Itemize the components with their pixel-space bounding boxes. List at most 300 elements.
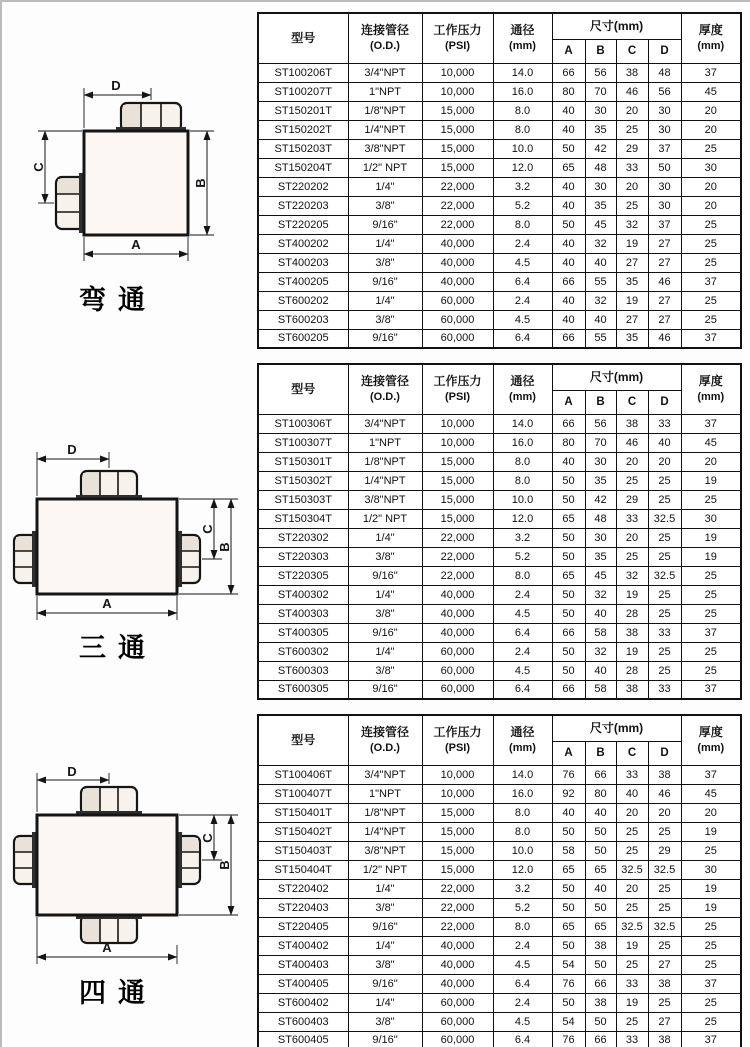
cell-bore: 6.4 [493,329,552,348]
section-cross [2,714,750,1047]
table-row [258,509,741,528]
table-row [258,860,741,879]
cell-dim-a: 66 [552,272,585,291]
cell-bore: 8.0 [493,822,552,841]
table-row [258,803,741,822]
table-row [258,917,741,936]
cell-bore: 2.4 [493,936,552,955]
cell-thickness: 25 [681,234,741,253]
cross-table-body [258,765,741,1047]
cell-bore: 5.2 [493,196,552,215]
tee-table-body [258,414,741,699]
cell-bore: 14.0 [493,765,552,784]
cell-dim-a: 80 [552,433,585,452]
cell-dim-a: 65 [552,566,585,585]
cell-bore: 6.4 [493,1031,552,1047]
cell-thickness: 25 [681,566,741,585]
col-size-c: C [616,741,648,765]
cell-bore: 2.4 [493,234,552,253]
cell-bore: 6.4 [493,974,552,993]
cell-dim-a: 50 [552,490,585,509]
tee-body [37,499,177,594]
cell-dim-d: 50 [648,158,681,177]
cell-model: ST600402 [258,993,348,1012]
cell-dim-c: 27 [616,310,648,329]
cell-pressure: 40,000 [422,585,493,604]
cell-thickness: 25 [681,993,741,1012]
cell-model: ST400203 [258,253,348,272]
cell-thickness: 19 [681,898,741,917]
cell-dim-b: 80 [585,784,616,803]
right-port-nut-icon [177,832,200,888]
cell-od: 1/4" [348,879,422,898]
cell-dim-d: 25 [648,490,681,509]
cell-model: ST150301T [258,452,348,471]
cell-dim-b: 35 [585,120,616,139]
cell-dim-c: 25 [616,471,648,490]
cell-od: 1/8"NPT [348,101,422,120]
cell-model: ST100206T [258,63,348,82]
cell-dim-a: 65 [552,509,585,528]
cell-pressure: 10,000 [422,414,493,433]
cell-thickness: 25 [681,291,741,310]
cell-od: 1/4"NPT [348,120,422,139]
col-size-b: B [585,39,616,63]
cell-dim-d: 25 [648,879,681,898]
cell-dim-c: 25 [616,1012,648,1031]
cell-od: 3/4"NPT [348,63,422,82]
table-row [258,433,741,452]
cell-thickness: 19 [681,528,741,547]
table-row [258,841,741,860]
cell-dim-b: 38 [585,936,616,955]
cell-thickness: 25 [681,642,741,661]
cell-model: ST220403 [258,898,348,917]
cell-dim-b: 40 [585,310,616,329]
cell-bore: 3.2 [493,879,552,898]
col-size: 尺寸(mm) [552,364,681,390]
cell-dim-c: 32.5 [616,860,648,879]
cell-pressure: 15,000 [422,860,493,879]
tee-caption: 三通 [79,633,157,663]
cell-dim-c: 25 [616,898,648,917]
cell-dim-c: 28 [616,604,648,623]
table-row [258,452,741,471]
table-row [258,1012,741,1031]
cell-thickness: 20 [681,196,741,215]
dim-label-d: D [67,764,77,779]
table-row [258,898,741,917]
cell-od: 9/16" [348,680,422,699]
cell-od: 1/4"NPT [348,471,422,490]
cell-thickness: 25 [681,490,741,509]
cell-dim-b: 70 [585,433,616,452]
cell-bore: 14.0 [493,414,552,433]
table-header [258,715,741,765]
cell-pressure: 15,000 [422,139,493,158]
cell-bore: 6.4 [493,272,552,291]
table-row [258,120,741,139]
cell-dim-a: 40 [552,234,585,253]
cell-model: ST220202 [258,177,348,196]
cross-body [37,815,177,915]
cell-dim-c: 19 [616,993,648,1012]
cell-pressure: 22,000 [422,566,493,585]
cell-dim-d: 33 [648,414,681,433]
elbow-spec-table [257,12,742,349]
cell-dim-a: 50 [552,215,585,234]
cell-dim-c: 19 [616,936,648,955]
cell-dim-c: 20 [616,879,648,898]
cell-model: ST220303 [258,547,348,566]
cell-dim-a: 76 [552,765,585,784]
cell-thickness: 20 [681,177,741,196]
cell-od: 1/4" [348,291,422,310]
col-bore: 通径 (mm) [493,715,552,765]
cell-thickness: 30 [681,860,741,879]
cell-model: ST150204T [258,158,348,177]
cell-model: ST150202T [258,120,348,139]
left-port-nut-icon [14,531,37,587]
dim-label-d: D [67,442,77,457]
cell-bore: 5.2 [493,898,552,917]
cell-dim-a: 50 [552,139,585,158]
cell-bore: 3.2 [493,177,552,196]
table-row [258,177,741,196]
cell-thickness: 25 [681,917,741,936]
cell-bore: 2.4 [493,291,552,310]
cell-thickness: 25 [681,1012,741,1031]
right-port-nut-icon [177,531,200,587]
col-pressure: 工作压力 (PSI) [422,364,493,414]
col-thickness: 厚度 (mm) [681,13,741,63]
cell-dim-b: 50 [585,955,616,974]
cell-dim-c: 25 [616,547,648,566]
cell-pressure: 22,000 [422,879,493,898]
cell-dim-c: 29 [616,490,648,509]
cell-thickness: 37 [681,1031,741,1047]
cell-bore: 14.0 [493,63,552,82]
cell-dim-a: 40 [552,803,585,822]
table-row [258,63,741,82]
top-port-nut-icon [76,787,142,816]
cell-bore: 8.0 [493,120,552,139]
dim-label-c: C [200,524,215,534]
cell-dim-d: 27 [648,291,681,310]
cell-dim-a: 40 [552,253,585,272]
cell-thickness: 25 [681,841,741,860]
cell-dim-c: 32 [616,566,648,585]
cell-dim-b: 42 [585,139,616,158]
table-row [258,936,741,955]
cell-thickness: 25 [681,215,741,234]
cell-model: ST150403T [258,841,348,860]
cell-dim-c: 38 [616,680,648,699]
cell-dim-a: 50 [552,547,585,566]
cell-od: 3/8" [348,196,422,215]
table-row [258,101,741,120]
cell-dim-b: 66 [585,1031,616,1047]
cell-thickness: 45 [681,82,741,101]
cell-model: ST400305 [258,623,348,642]
cell-dim-d: 37 [648,215,681,234]
cell-dim-a: 66 [552,63,585,82]
cell-dim-c: 20 [616,101,648,120]
cell-dim-b: 65 [585,917,616,936]
table-row [258,547,741,566]
cell-model: ST150304T [258,509,348,528]
cell-bore: 3.2 [493,528,552,547]
cell-model: ST100207T [258,82,348,101]
cell-dim-d: 25 [648,898,681,917]
cell-model: ST600302 [258,642,348,661]
cell-od: 1/4" [348,585,422,604]
cell-bore: 4.5 [493,955,552,974]
cell-dim-b: 40 [585,253,616,272]
cell-model: ST600403 [258,1012,348,1031]
cell-dim-d: 25 [648,936,681,955]
cell-model: ST150402T [258,822,348,841]
cell-dim-b: 35 [585,471,616,490]
col-size-d: D [648,39,681,63]
cell-dim-c: 27 [616,253,648,272]
table-row [258,414,741,433]
cell-od: 3/8" [348,253,422,272]
cell-dim-b: 48 [585,509,616,528]
col-size-c: C [616,39,648,63]
cell-od: 9/16" [348,566,422,585]
cell-od: 1/4" [348,234,422,253]
cell-dim-b: 48 [585,158,616,177]
cross-spec-table [257,714,742,1047]
cell-dim-a: 66 [552,329,585,348]
cell-dim-d: 32.5 [648,509,681,528]
cell-pressure: 10,000 [422,63,493,82]
cell-od: 3/4"NPT [348,765,422,784]
cell-thickness: 37 [681,765,741,784]
cell-od: 9/16" [348,623,422,642]
cell-model: ST150302T [258,471,348,490]
cell-dim-d: 46 [648,329,681,348]
cell-model: ST150401T [258,803,348,822]
cell-dim-b: 55 [585,329,616,348]
cell-dim-b: 70 [585,82,616,101]
cell-pressure: 60,000 [422,680,493,699]
cell-model: ST150201T [258,101,348,120]
table-row [258,310,741,329]
elbow-table-body [258,63,741,348]
cross-diagram-area [2,714,257,1047]
cell-dim-d: 25 [648,661,681,680]
cell-dim-b: 50 [585,1012,616,1031]
cell-dim-a: 50 [552,936,585,955]
cell-dim-b: 66 [585,765,616,784]
cell-dim-b: 65 [585,860,616,879]
dim-label-a: A [131,237,141,252]
table-row [258,680,741,699]
cell-dim-d: 40 [648,433,681,452]
cell-pressure: 60,000 [422,1031,493,1047]
cell-model: ST400403 [258,955,348,974]
cell-thickness: 37 [681,272,741,291]
cell-dim-a: 54 [552,955,585,974]
col-model: 型号 [258,715,348,765]
tee-table-area [257,363,750,700]
cell-dim-d: 30 [648,196,681,215]
cell-dim-a: 50 [552,993,585,1012]
cell-dim-b: 58 [585,680,616,699]
cell-pressure: 10,000 [422,82,493,101]
cell-dim-d: 27 [648,234,681,253]
col-size: 尺寸(mm) [552,715,681,741]
cell-model: ST600405 [258,1031,348,1047]
cell-dim-a: 50 [552,661,585,680]
cell-od: 3/8" [348,1012,422,1031]
cell-dim-c: 33 [616,974,648,993]
cell-thickness: 30 [681,158,741,177]
cell-dim-b: 30 [585,177,616,196]
cell-od: 1/8"NPT [348,803,422,822]
cell-bore: 4.5 [493,253,552,272]
table-header [258,13,741,63]
cell-dim-a: 40 [552,310,585,329]
table-row [258,139,741,158]
cell-od: 3/8" [348,955,422,974]
cell-dim-c: 20 [616,452,648,471]
cell-dim-d: 38 [648,974,681,993]
cell-od: 3/8"NPT [348,841,422,860]
col-od: 连接管径 (O.D.) [348,715,422,765]
cell-dim-b: 56 [585,414,616,433]
elbow-diagram-area [2,12,257,349]
elbow-caption: 弯通 [79,285,157,315]
table-row [258,471,741,490]
cell-pressure: 15,000 [422,841,493,860]
cell-bore: 6.4 [493,623,552,642]
cell-dim-b: 30 [585,101,616,120]
cell-dim-b: 50 [585,841,616,860]
cell-dim-c: 25 [616,841,648,860]
cell-model: ST400205 [258,272,348,291]
cell-dim-a: 50 [552,528,585,547]
cell-model: ST600305 [258,680,348,699]
cell-model: ST150404T [258,860,348,879]
cell-model: ST220203 [258,196,348,215]
cell-bore: 16.0 [493,784,552,803]
cell-dim-b: 30 [585,452,616,471]
cell-bore: 5.2 [493,547,552,566]
table-row [258,661,741,680]
cell-dim-b: 40 [585,661,616,680]
cell-thickness: 19 [681,547,741,566]
cell-bore: 10.0 [493,490,552,509]
cell-pressure: 60,000 [422,291,493,310]
cell-dim-d: 38 [648,765,681,784]
cell-bore: 2.4 [493,993,552,1012]
cell-dim-b: 38 [585,993,616,1012]
cell-model: ST600205 [258,329,348,348]
table-row [258,272,741,291]
cell-od: 3/4"NPT [348,414,422,433]
cell-dim-a: 58 [552,841,585,860]
cell-model: ST100407T [258,784,348,803]
table-row [258,566,741,585]
cell-bore: 8.0 [493,215,552,234]
cell-od: 1/2" NPT [348,860,422,879]
cell-pressure: 10,000 [422,433,493,452]
cell-dim-c: 19 [616,642,648,661]
cell-dim-d: 27 [648,253,681,272]
cell-dim-a: 50 [552,585,585,604]
cell-dim-c: 25 [616,822,648,841]
cell-dim-c: 19 [616,234,648,253]
cell-bore: 4.5 [493,661,552,680]
cell-dim-a: 40 [552,291,585,310]
col-size-d: D [648,741,681,765]
cell-pressure: 40,000 [422,974,493,993]
cell-od: 1/4" [348,642,422,661]
cell-dim-c: 25 [616,120,648,139]
cell-model: ST100406T [258,765,348,784]
cell-od: 3/8" [348,661,422,680]
cell-od: 1/2" NPT [348,509,422,528]
cell-od: 3/8"NPT [348,490,422,509]
dim-label-a: A [102,596,112,611]
cell-thickness: 37 [681,63,741,82]
table-row [258,234,741,253]
cell-dim-b: 35 [585,196,616,215]
cell-dim-c: 46 [616,82,648,101]
cell-dim-c: 33 [616,509,648,528]
cell-dim-b: 45 [585,215,616,234]
cell-bore: 8.0 [493,566,552,585]
cell-dim-a: 66 [552,414,585,433]
cell-dim-c: 29 [616,139,648,158]
cell-dim-a: 92 [552,784,585,803]
cell-thickness: 37 [681,329,741,348]
table-row [258,993,741,1012]
cell-dim-b: 42 [585,490,616,509]
cell-thickness: 37 [681,414,741,433]
cell-pressure: 60,000 [422,661,493,680]
dimension-a [84,237,188,261]
table-row [258,253,741,272]
cell-dim-c: 35 [616,329,648,348]
cell-dim-d: 32.5 [648,566,681,585]
cell-dim-c: 33 [616,765,648,784]
cell-dim-d: 25 [648,642,681,661]
cell-pressure: 60,000 [422,642,493,661]
cell-od: 3/8" [348,898,422,917]
col-pressure: 工作压力 (PSI) [422,715,493,765]
cell-pressure: 40,000 [422,623,493,642]
cell-dim-d: 56 [648,82,681,101]
cell-pressure: 22,000 [422,196,493,215]
cell-model: ST220402 [258,879,348,898]
table-row [258,1031,741,1047]
table-row [258,585,741,604]
cell-dim-a: 65 [552,860,585,879]
cell-pressure: 15,000 [422,120,493,139]
cell-dim-c: 20 [616,803,648,822]
cell-pressure: 15,000 [422,509,493,528]
col-pressure: 工作压力 (PSI) [422,13,493,63]
cell-bore: 4.5 [493,310,552,329]
cell-pressure: 40,000 [422,253,493,272]
cell-dim-a: 50 [552,898,585,917]
cell-dim-d: 25 [648,822,681,841]
col-size-d: D [648,390,681,414]
